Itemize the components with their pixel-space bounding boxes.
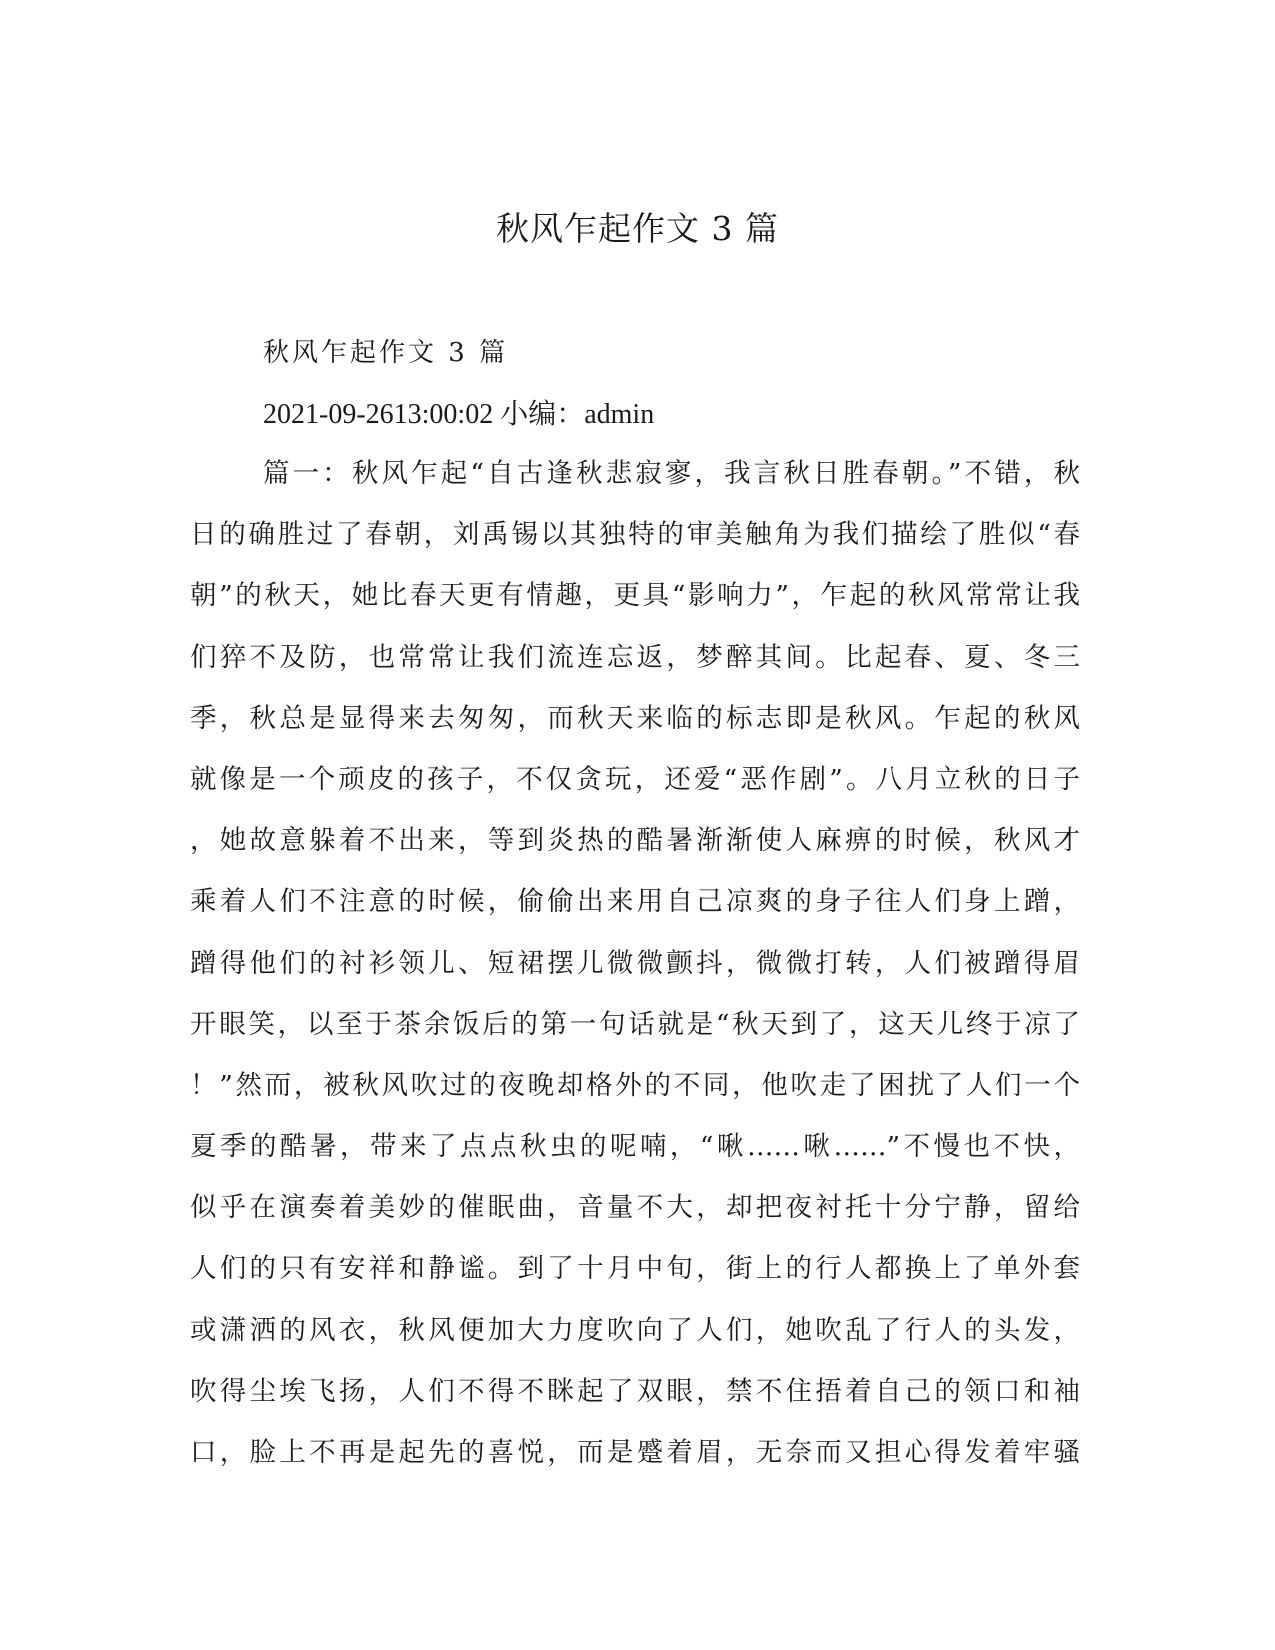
body-line: 乘着人们不注意的时候，偷偷出来用自己凉爽的身子往人们身上蹭，	[190, 886, 1080, 918]
body-line: 夏季的酷暑，带来了点点秋虫的呢喃，“啾……啾……”不慢也不快，	[190, 1131, 1080, 1163]
body-line: 日的确胜过了春朝，刘禹锡以其独特的审美触角为我们描绘了胜似“春	[190, 519, 1080, 551]
document-subtitle: 秋风乍起作文 3 篇	[263, 338, 509, 368]
body-line: 就像是一个顽皮的孩子，不仅贪玩，还爱“恶作剧”。八月立秋的日子	[190, 763, 1080, 795]
body-text	[190, 454, 1080, 1494]
body-line: ，她故意躲着不出来，等到炎热的酷暑渐渐使人麻痹的时候，秋风才	[190, 825, 1080, 857]
body-line: 蹭得他们的衬衫领儿、短裙摆儿微微颤抖，微微打转，人们被蹭得眉	[190, 947, 1080, 979]
body-line: 似乎在演奏着美妙的催眠曲，音量不大，却把夜衬托十分宁静，留给	[190, 1192, 1080, 1224]
body-line: 人们的只有安祥和静谧。到了十月中旬，街上的行人都换上了单外套	[190, 1253, 1080, 1285]
body-line: 朝”的秋天，她比春天更有情趣，更具“影响力”，乍起的秋风常常让我	[190, 580, 1080, 612]
body-line: 吹得尘埃飞扬，人们不得不眯起了双眼，禁不住捂着自己的领口和袖	[190, 1375, 1080, 1407]
document-title: 秋风乍起作文 3 篇	[496, 209, 779, 248]
body-line: 季，秋总是显得来去匆匆，而秋天来临的标志即是秋风。乍起的秋风	[190, 702, 1080, 734]
body-line: 篇一：秋风乍起“自古逢秋悲寂寥，我言秋日胜春朝。”不错，秋	[263, 458, 1080, 489]
body-line: 开眼笑，以至于茶余饭后的第一句话就是“秋天到了，这天儿终于凉了	[190, 1008, 1080, 1040]
body-line: ！”然而，被秋风吹过的夜晚却格外的不同，他吹走了困扰了人们一个	[190, 1069, 1080, 1101]
body-line: 或潇洒的风衣，秋风便加大力度吹向了人们，她吹乱了行人的头发，	[190, 1314, 1080, 1346]
document-dateline: 2021-09-2613:00:02 小编：admin	[263, 399, 655, 430]
body-line: 们猝不及防，也常常让我们流连忘返，梦醉其间。比起春、夏、冬三	[190, 641, 1080, 673]
body-line: 口，脸上不再是起先的喜悦，而是蹙着眉，无奈而又担心得发着牢骚	[190, 1437, 1080, 1468]
